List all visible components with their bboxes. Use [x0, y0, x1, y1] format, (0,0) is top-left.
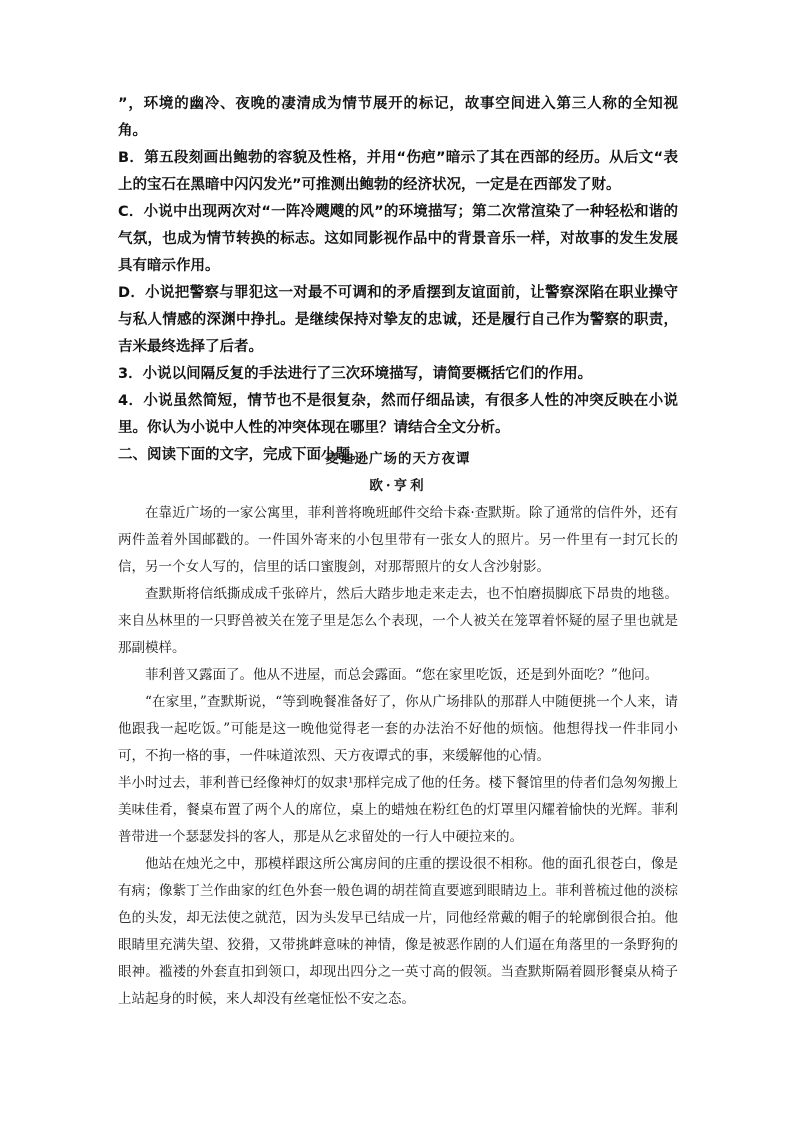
- story-paragraph: 半小时过去，菲利普已经像神灯的奴隶¹那样完成了他的任务。楼下餐馆里的侍者们急匆匆搬上美味佳肴，餐桌布置了两个人的席位，桌上的蜡烛在粉红色的灯罩里闪耀着愉快的光辉。菲利普带进一个瑟瑟发抖的客人，那是从乞求留处的一行人中硬拉来的。: [118, 775, 678, 845]
- story-author: 欧·亨利: [369, 478, 427, 494]
- story-title: 麦迪逊广场的天方夜谭: [325, 451, 471, 467]
- option-b: B．第五段刻画出鲍勃的容貌及性格，并用“伤疤”暗示了其在西部的经历。从后文“表上的宝石在黑暗中闪闪发光”可推测出鲍勃的经济状况，一定是在西部发了财。: [118, 150, 678, 193]
- story-paragraph: “在家里，”查默斯说，“等到晚餐准备好了，你从广场排队的那群人中随便挑一个人来，请他跟我一起吃饭。”可能是这一晚他觉得老一套的办法治不好他的烦恼。他想得找一件非同小可，不拘一格的事，一件味道浓烈、天方夜谭式的事，来缓解他的心情。: [118, 694, 678, 764]
- question-3: 3．小说以间隔反复的手法进行了三次环境描写，请简要概括它们的作用。: [118, 366, 593, 382]
- option-c: C．小说中出现两次对“一阵冷飕飕的风”的环境描写；第二次常渲染了一种轻松和谐的气氛，也成为情节转换的标志。这如同影视作品中的背景音乐一样，对故事的发生发展具有暗示作用。: [118, 204, 678, 274]
- story-paragraph: 查默斯将信纸撕成成千张碎片，然后大踏步地走来走去，也不怕磨损脚底下昂贵的地毯。来自丛林里的一只野兽被关在笼子里是怎么个表现，一个人被关在笼罩着怀疑的屋子里也就是那副模样。: [118, 586, 678, 656]
- story-paragraph: 在靠近广场的一家公寓里，菲利普将晚班邮件交给卡森·查默斯。除了通常的信件外，还有两件盖着外国邮戳的。一件国外寄来的小包里带有一张女人的照片。另一件里有一封冗长的信，另一个女人写的，信里的话口蜜腹剑，对那帮照片的女人含沙射影。: [118, 505, 678, 575]
- question-block: [118, 91, 678, 469]
- story-paragraph: 菲利普又露面了。他从不进屋，而总会露面。“您在家里吃饭，还是到外面吃？”他问。: [145, 667, 659, 683]
- section-2-heading: 二、阅读下面的文字，完成下面小题。: [118, 447, 365, 463]
- option-d: D．小说把警察与罪犯这一对最不可调和的矛盾摆到友谊面前，让警察深陷在职业操守与私人情感的深渊中挣扎。是继续保持对挚友的忠诚，还是履行自己作为警察的职责，吉米最终选择了后者。: [118, 285, 678, 355]
- question-4: 4．小说虽然简短，情节也不是很复杂，然而仔细品读，有很多人性的冲突反映在小说里。你认为小说中人性的冲突体现在哪里？请结合全文分析。: [118, 393, 678, 436]
- story-block: [118, 446, 678, 1013]
- story-paragraph: 他站在烛光之中，那模样跟这所公寓房间的庄重的摆设很不相称。他的面孔很苍白，像是有病；像紫丁兰作曲家的红色外套一般色调的胡茬简直要遮到眼睛边上。菲利普梳过他的淡棕色的头发，却无法使之就范，因为头发早已结成一片，同他经常戴的帽子的轮廓倒很合拍。他眼睛里充满失望、狡猾，又带挑衅意味的神情，像是被恶作剧的人们逼在角落里的一条野狗的眼神。褴褛的外套直扣到领口，却现出四分之一英寸高的假领。当查默斯隔着圆形餐桌从椅子上站起身的时候，来人却没有丝毫怔忪不安之态。: [118, 856, 678, 1007]
- option-c-continuation: ”，环境的幽冷、夜晚的凄清成为情节展开的标记，故事空间进入第三人称的全知视角。: [118, 96, 678, 139]
